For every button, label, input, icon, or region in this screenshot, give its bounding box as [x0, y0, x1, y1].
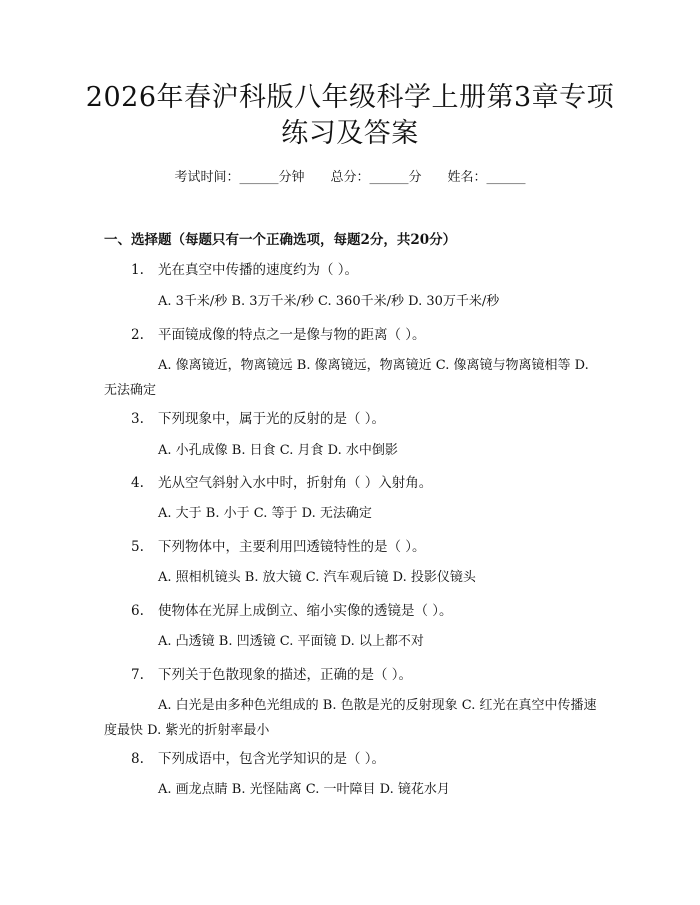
question-stem: 使物体在光屏上成倒立、缩小实像的透镜是（ ）。: [158, 603, 453, 619]
title-line-2: 练习及答案: [281, 118, 419, 149]
question-3-options: A. 小孔成像 B. 日食 C. 月食 D. 水中倒影: [158, 443, 398, 458]
student-name-field: 姓名：______: [447, 170, 526, 185]
question-number: 6.: [131, 603, 144, 619]
question-stem: 光从空气斜射入水中时，折射角（ ）入射角。: [158, 475, 433, 491]
question-number: 7.: [131, 667, 144, 683]
section-heading-choice: 一、选择题（每题只有一个正确选项，每题2分，共20分）: [104, 232, 457, 248]
question-6-options: A. 凸透镜 B. 凹透镜 C. 平面镜 D. 以上都不对: [158, 634, 424, 649]
question-number: 1.: [131, 262, 144, 278]
question-stem: 下列现象中，属于光的反射的是（ ）。: [158, 411, 386, 427]
question-number: 8.: [131, 751, 144, 767]
question-4-options: A. 大于 B. 小于 C. 等于 D. 无法确定: [158, 506, 372, 521]
question-stem: 下列成语中，包含光学知识的是（ ）。: [158, 751, 386, 767]
question-2: [131, 325, 426, 345]
question-number: 2.: [131, 327, 144, 343]
exam-time-field: 考试时间：______分钟: [174, 170, 305, 185]
question-stem: 下列物体中，主要利用凹透镜特性的是（ ）。: [158, 539, 426, 555]
question-6: [131, 601, 453, 621]
question-1: [131, 260, 358, 280]
question-number: 5.: [131, 539, 144, 555]
question-5-options: A. 照相机镜头 B. 放大镜 C. 汽车观后镜 D. 投影仪镜头: [158, 570, 476, 585]
question-stem: 平面镜成像的特点之一是像与物的距离（ ）。: [158, 327, 426, 343]
question-3: [131, 409, 385, 429]
question-7-options: A. 白光是由多种色光组成的 B. 色散是光的反射现象 C. 红光在真空中传播速度最快 D. 紫光的折射率最小: [104, 698, 597, 738]
question-8: [131, 749, 385, 769]
title-line-1: 2026年春沪科版八年级科学上册第3章专项: [85, 82, 615, 113]
document-title: [60, 80, 640, 152]
question-1-options: A. 3千米/秒 B. 3万千米/秒 C. 360千米/秒 D. 30万千米/秒: [158, 294, 500, 309]
question-number: 3.: [131, 411, 144, 427]
question-2-options: A. 像离镜近，物离镜远 B. 像离镜远，物离镜近 C. 像离镜与物离镜相等 D. 无法确定: [104, 358, 589, 398]
question-stem: 下列关于色散现象的描述，正确的是（ ）。: [158, 667, 413, 683]
question-number: 4.: [131, 475, 144, 491]
question-5: [131, 537, 426, 557]
exam-meta: [0, 168, 700, 188]
total-score-field: 总分：______分: [330, 170, 422, 185]
question-7: [131, 665, 412, 685]
question-stem: 光在真空中传播的速度约为（ ）。: [158, 262, 359, 278]
question-4: [131, 473, 432, 493]
question-8-options: A. 画龙点睛 B. 光怪陆离 C. 一叶障目 D. 镜花水月: [158, 782, 450, 797]
